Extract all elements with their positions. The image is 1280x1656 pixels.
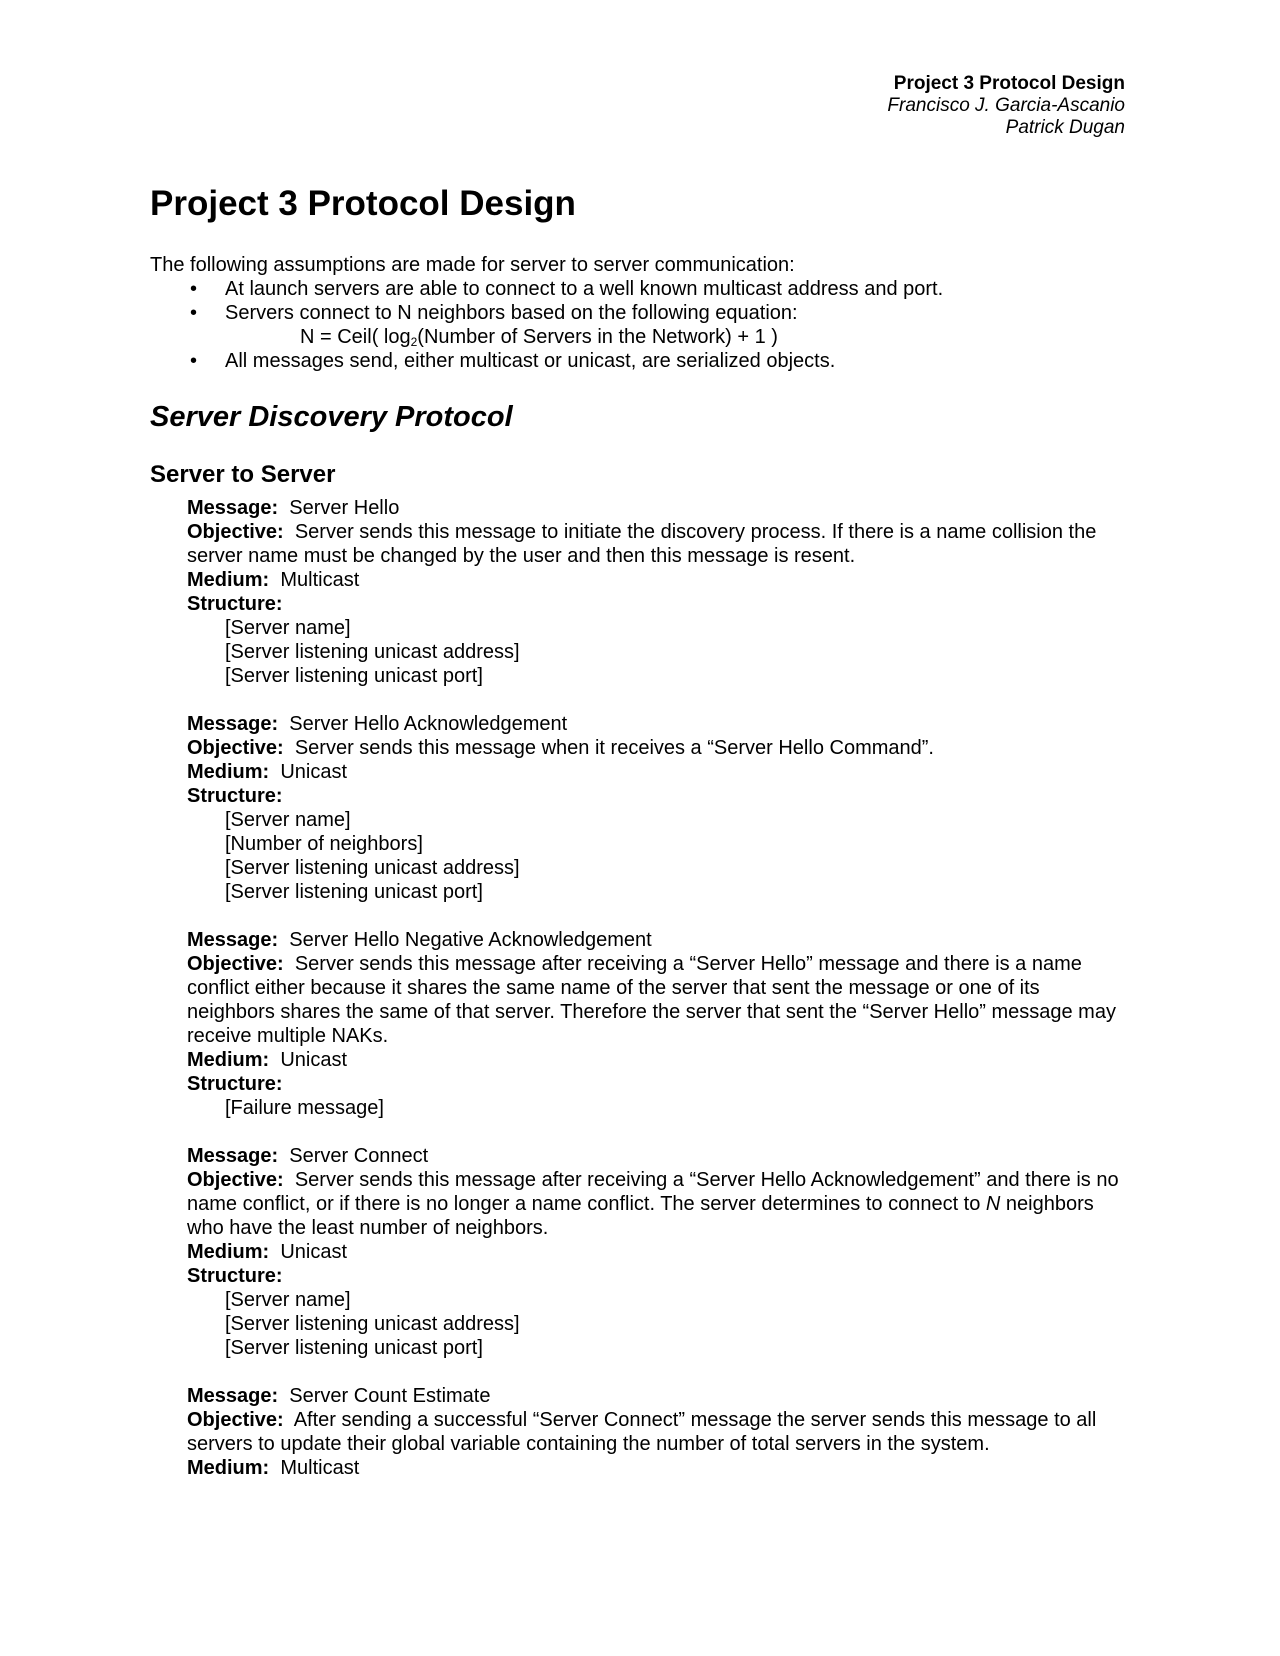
- equation: [150, 325, 1130, 349]
- equation-subscript: 2: [410, 335, 418, 349]
- header-title: Project 3 Protocol Design: [893, 73, 1125, 94]
- message-name: Server Hello: [289, 497, 400, 519]
- structure-field: [Server name]: [225, 809, 351, 831]
- message-name: Server Count Estimate: [289, 1385, 491, 1407]
- medium-value: Unicast: [280, 1049, 348, 1071]
- structure-field: [Server listening unicast port]: [225, 881, 483, 903]
- message-name: Server Hello Acknowledgement: [289, 713, 568, 735]
- message-label: Message:: [187, 1385, 279, 1407]
- objective-text: neighbors who have the least number of neighbors.: [187, 1193, 1094, 1239]
- message-line: [187, 712, 1127, 736]
- message-line: [187, 928, 1127, 952]
- list-item: [150, 349, 1130, 373]
- subsection-title: Server to Server: [150, 461, 336, 488]
- message-block: [187, 1384, 1127, 1480]
- message-label: Message:: [187, 497, 279, 519]
- equation-prefix: N = Ceil( log: [300, 326, 411, 348]
- objective-label: Objective:: [187, 953, 284, 975]
- medium-value: Multicast: [280, 1457, 360, 1479]
- bullet-icon: •: [190, 350, 198, 372]
- medium-line: [187, 1456, 1127, 1480]
- structure-label: Structure:: [187, 1265, 283, 1287]
- medium-value: Unicast: [280, 1241, 348, 1263]
- objective-text: Server sends this message after receiving a “Server Hello Acknowledgement” and there is no name conflict, or if there is no longer a name conflict. The server determines to connect to: [187, 1169, 1119, 1215]
- message-block: [187, 928, 1127, 1120]
- medium-label: Medium:: [187, 1457, 270, 1479]
- bullet-icon: •: [190, 278, 198, 300]
- header-author: Francisco J. Garcia-Ascanio: [887, 95, 1125, 116]
- list-item-text: Servers connect to N neighbors based on the following equation:: [225, 302, 798, 324]
- message-block: [187, 496, 1127, 688]
- structure-field: [Server name]: [225, 617, 351, 639]
- message-line: [187, 496, 1127, 520]
- structure-field: [Server listening unicast address]: [225, 641, 520, 663]
- message-label: Message:: [187, 1145, 279, 1167]
- objective-line: [187, 1408, 1127, 1456]
- structure-field: [Number of neighbors]: [225, 833, 423, 855]
- list-item: [150, 301, 1130, 325]
- message-name: Server Hello Negative Acknowledgement: [289, 929, 652, 951]
- header-author: Patrick Dugan: [1005, 117, 1125, 138]
- structure-label: Structure:: [187, 593, 283, 615]
- structure-field: [Failure message]: [225, 1097, 384, 1119]
- list-item-text: At launch servers are able to connect to a well known multicast address and port.: [225, 278, 944, 300]
- message-block: [187, 712, 1127, 904]
- objective-emphasis: N: [985, 1193, 1001, 1215]
- message-label: Message:: [187, 713, 279, 735]
- structure-field: [Server listening unicast address]: [225, 1313, 520, 1335]
- assumptions-list: [150, 277, 1130, 373]
- structure-field: [Server name]: [225, 1289, 351, 1311]
- section-title: Server Discovery Protocol: [150, 401, 513, 433]
- objective-text: Server sends this message to initiate the discovery process. If there is a name collision the server name must be changed by the user and then this message is resent.: [187, 521, 1097, 567]
- structure-label: Structure:: [187, 785, 283, 807]
- message-name: Server Connect: [289, 1145, 429, 1167]
- objective-text: Server sends this message after receiving a “Server Hello” message and there is a name conflict either because it shares the same name of the server that sent the message or one of its neighbors shares the same of that server. Therefore the server that sent the “Server Hello” message may receive multiple NAKs.: [187, 953, 1116, 1047]
- running-header: [887, 73, 1125, 139]
- message-block: [187, 1144, 1127, 1360]
- structure-field: [Server listening unicast port]: [225, 665, 483, 687]
- medium-line: [187, 760, 1127, 784]
- objective-line: [187, 1168, 1127, 1240]
- medium-line: [187, 1048, 1127, 1072]
- objective-label: Objective:: [187, 1169, 284, 1191]
- equation-suffix: (Number of Servers in the Network) + 1 ): [417, 326, 778, 348]
- medium-line: [187, 568, 1127, 592]
- objective-text: After sending a successful “Server Connect” message the server sends this message to all servers to update their global variable containing the number of total servers in the system.: [187, 1409, 1097, 1455]
- medium-label: Medium:: [187, 1241, 270, 1263]
- medium-label: Medium:: [187, 761, 270, 783]
- bullet-icon: •: [190, 302, 198, 324]
- list-item-text: All messages send, either multicast or unicast, are serialized objects.: [225, 350, 836, 372]
- structure-field: [Server listening unicast address]: [225, 857, 520, 879]
- structure-field: [Server listening unicast port]: [225, 1337, 483, 1359]
- objective-line: [187, 952, 1127, 1048]
- objective-label: Objective:: [187, 1409, 284, 1431]
- message-label: Message:: [187, 929, 279, 951]
- message-line: [187, 1384, 1127, 1408]
- page-title: Project 3 Protocol Design: [150, 184, 576, 223]
- medium-value: Unicast: [280, 761, 348, 783]
- objective-label: Objective:: [187, 521, 284, 543]
- medium-line: [187, 1240, 1127, 1264]
- list-item: [150, 277, 1130, 301]
- medium-value: Multicast: [280, 569, 360, 591]
- objective-line: [187, 736, 1127, 760]
- objective-label: Objective:: [187, 737, 284, 759]
- objective-text: Server sends this message when it receives a “Server Hello Command”.: [294, 737, 934, 759]
- medium-label: Medium:: [187, 1049, 270, 1071]
- objective-line: [187, 520, 1127, 568]
- structure-label: Structure:: [187, 1073, 283, 1095]
- assumptions-block: [150, 253, 1130, 373]
- message-list: [187, 496, 1127, 1504]
- medium-label: Medium:: [187, 569, 270, 591]
- message-line: [187, 1144, 1127, 1168]
- intro-paragraph: The following assumptions are made for server to server communication:: [150, 254, 795, 276]
